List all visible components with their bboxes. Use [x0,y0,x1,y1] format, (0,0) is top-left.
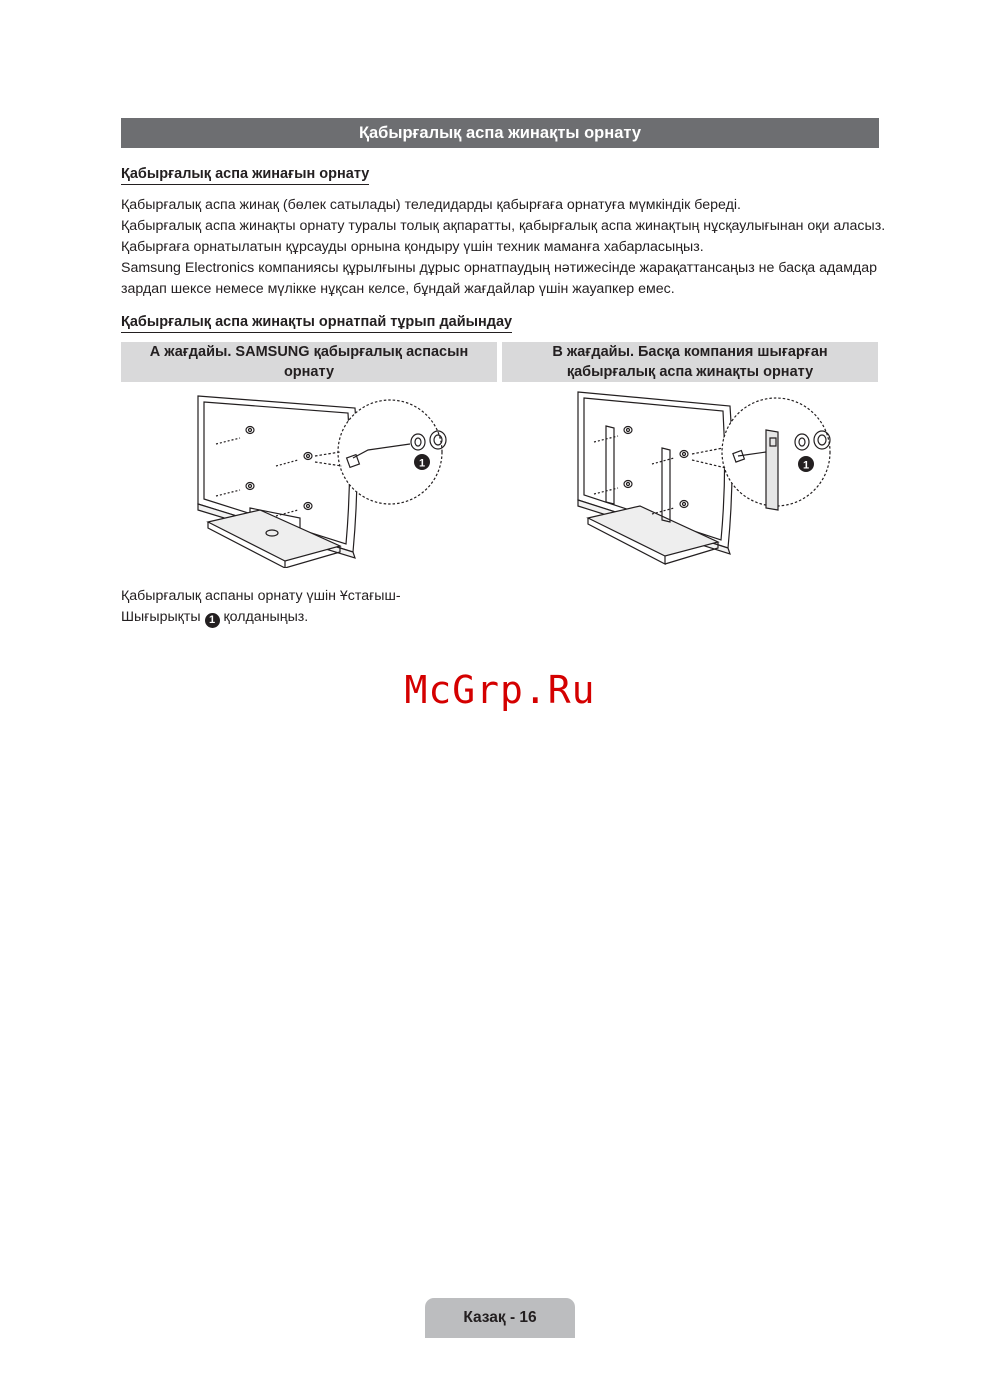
case-a-line-2: орнату [283,364,335,380]
paragraph-2: Қабырғалық аспа жинақты орнату туралы толық ақпаратты, қабырғалық аспа жинақтың нұсқаулығынан оқи аласыз. Қабырғаға орнатылатын құрсауды орнына қондыру үшін техник маманға хабарласыңыз. [121,218,886,255]
page-number: Казақ - 16 [463,1309,537,1326]
intro-text [121,195,891,300]
page-footer-tab [425,1298,575,1338]
case-b-line-1: В жағдайы. Басқа компания шығарған [552,344,828,360]
case-a-header [121,342,497,382]
tv-back-illustration-a [190,386,470,568]
caption-callout-1-icon: 1 [205,613,220,628]
page-title: Қабырғалық аспа жинақты орнату [358,123,642,142]
caption-text-before: Қабырғалық аспаны орнату үшін Ұстағыш-Шығырықты [121,588,401,625]
watermark: McGrp.Ru [404,668,596,712]
case-b-header [502,342,878,382]
case-b-line-2: қабырғалық аспа жинақты орнату [566,364,814,380]
callout-1-number: 1 [418,457,426,470]
caption-text-after: қолданыңыз. [223,609,309,625]
case-a-line-1: А жағдайы. SAMSUNG қабырғалық аспасын [149,344,469,360]
paragraph-1: Қабырғалық аспа жинақ (бөлек сатылады) теледидарды қабырғаға орнатуға мүмкіндік береді. [121,197,741,213]
tv-back-illustration-b [570,386,850,568]
callout-1-number: 1 [802,459,810,472]
section-title-bar [121,118,879,148]
heading-preparation: Қабырғалық аспа жинақты орнатпай тұрып дайындау [121,314,512,333]
heading-wall-mount-install: Қабырғалық аспа жинағын орнату [121,166,369,185]
illustration-caption [121,586,461,628]
paragraph-3: Samsung Electronics компаниясы құрылғыны дұрыс орнатпаудың нәтижесінде жарақаттансаңыз не басқа адамдар зардап шексе немесе мүлікке нұқсан келсе, бұндай жағдайлар үшін жауапкер емес. [121,260,878,297]
